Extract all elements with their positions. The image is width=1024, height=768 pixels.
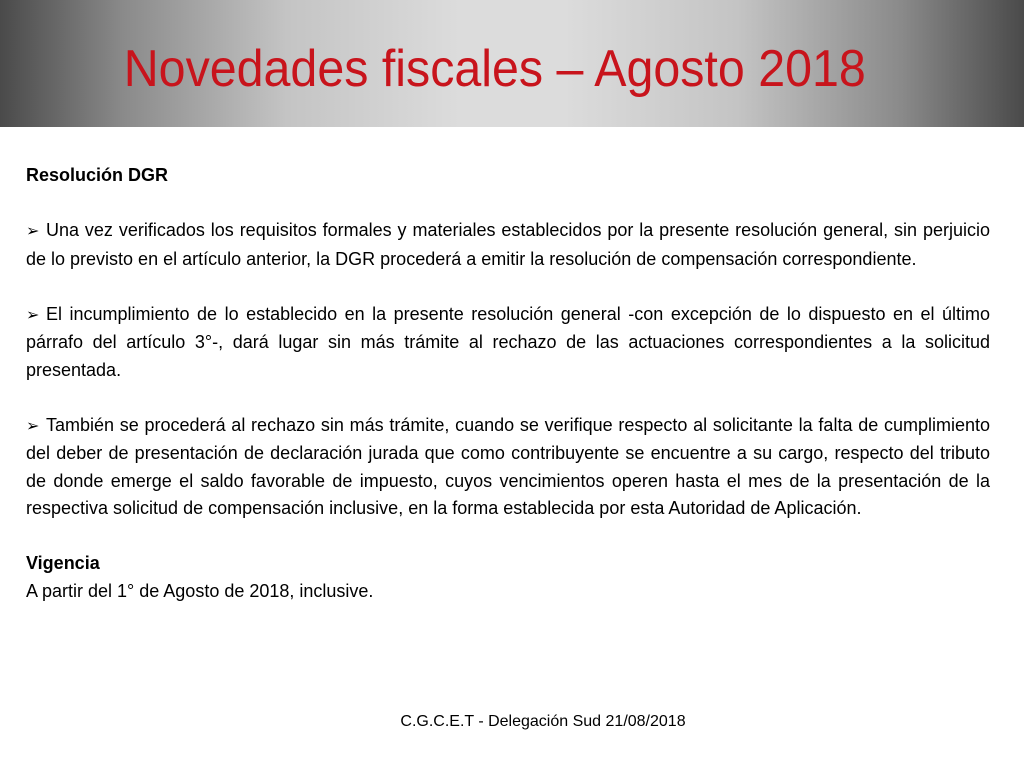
spacer [26,190,990,218]
bullet-item [26,412,990,523]
vigencia-text: A partir del 1° de Agosto de 2018, inclusive. [26,580,374,601]
vigencia-heading: Vigencia [26,553,100,573]
bullet-item [26,301,990,385]
arrow-bullet-icon: ➢ [26,417,40,435]
bullet-text: También se procederá al rechazo sin más trámite, cuando se verifique respecto al solicitante la falta de cumplimiento del deber de presentación de declaración jurada que como contribuyente se encuentre a su cargo, respecto del tributo de donde emerge el saldo favorable de impuesto, cuyos vencimientos operen hasta el mes de la presentación de la respectiva solicitud de compensación inclusive, en la forma establecida por esta Autoridad de Aplicación. [26,414,990,518]
bullet-item [26,217,990,273]
slide-title: Novedades fiscales – Agosto 2018 [123,40,866,98]
slide-footer: C.G.C.E.T - Delegación Sud 21/08/2018 [400,713,686,730]
slide-content [26,162,990,605]
spacer [26,273,990,301]
section-heading: Resolución DGR [26,165,169,185]
arrow-bullet-icon: ➢ [26,223,40,240]
spacer [26,523,990,551]
spacer [26,384,990,412]
bullet-text: El incumplimiento de lo establecido en la presente resolución general -con excepción de lo dispuesto en el último párrafo del artículo 3°-, dará lugar sin más trámite al rechazo de las actuaciones correspondientes a la solicitud presentada. [26,303,990,380]
bullet-text: Una vez verificados los requisitos formales y materiales establecidos por la presente resolución general, sin perjuicio de lo previsto en el artículo anterior, la DGR procederá a emitir la resolución de compensación correspondiente. [26,220,990,269]
arrow-bullet-icon: ➢ [26,306,40,324]
